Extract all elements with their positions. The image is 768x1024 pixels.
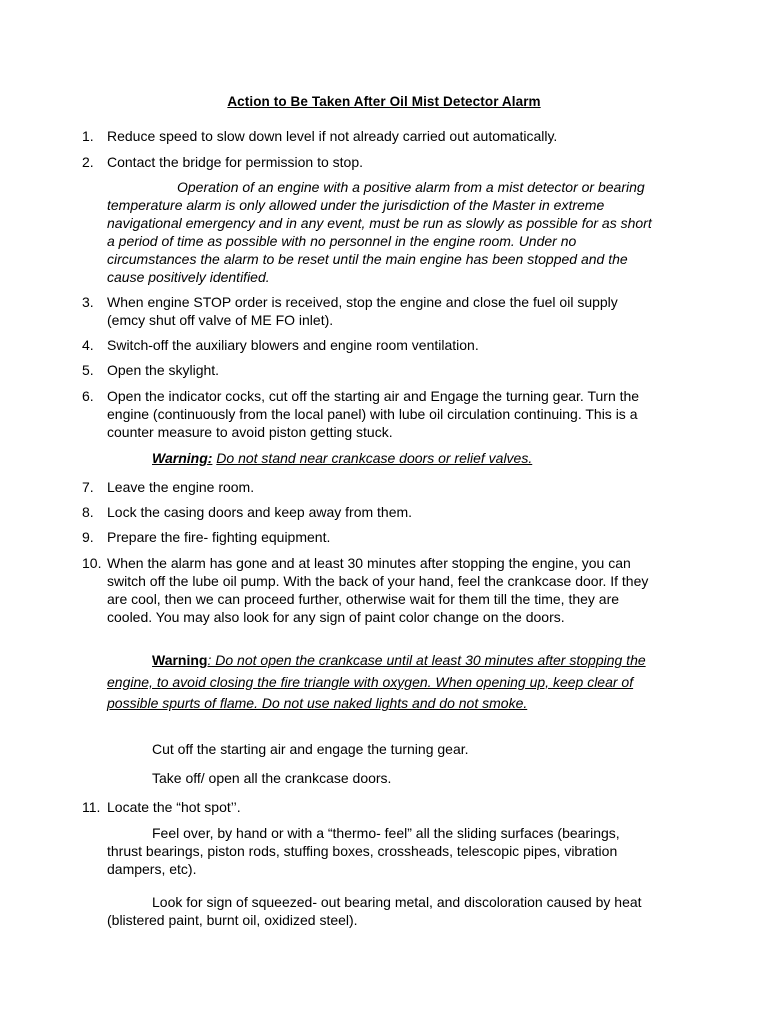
list-number: 7. [82, 479, 94, 495]
list-text: When the alarm has gone and at least 30 minutes after stopping the engine, you can switch off the lube oil pump. With the back of your hand, feel the crankcase door. If they are cool, then we can proceed further, otherwise wait for them till the time, they are cooled. You may also look for any sign of paint color change on the doors. [107, 555, 649, 625]
list-text: Open the indicator cocks, cut off the starting air and Engage the turning gear. Turn the engine (continuously from the local panel) with lube oil circulation continuing. This is a counter measure to avoid piston getting stuck. [107, 388, 640, 440]
paragraph: Feel over, by hand or with a “thermo- feel” all the sliding surfaces (bearings, thrust bearings, piston rods, stuffing boxes, crossheads, telescopic pipes, vibration dampers, etc). [107, 825, 620, 877]
list-text: Contact the bridge for permission to stop. [107, 154, 364, 170]
list-number: 1. [82, 128, 94, 144]
sub-step: Cut off the starting air and engage the turning gear. [152, 741, 469, 757]
sub-step: Take off/ open all the crankcase doors. [152, 770, 392, 786]
list-number: 8. [82, 504, 94, 520]
list-number: 11. [82, 799, 101, 815]
warning-line [152, 449, 532, 467]
list-number: 2. [82, 154, 94, 170]
list-text: When engine STOP order is received, stop the engine and close the fuel oil supply (emcy shut off valve of ME FO inlet). [107, 294, 618, 328]
list-text: Switch-off the auxiliary blowers and engine room ventilation. [107, 337, 479, 353]
warning-block [107, 650, 652, 715]
list-text: Reduce speed to slow down level if not already carried out automatically. [107, 128, 558, 144]
list-number: 6. [82, 388, 94, 404]
list-number: 10. [82, 555, 102, 571]
list-text: Lock the casing doors and keep away from them. [107, 504, 413, 520]
paragraph: Look for sign of squeezed- out bearing metal, and discoloration caused by heat (blistered paint, burnt oil, oxidized steel). [107, 894, 642, 928]
warning-label: Warning [152, 652, 208, 668]
note-paragraph: Operation of an engine with a positive alarm from a mist detector or bearing temperature alarm is only allowed under the jurisdiction of the Master in extreme navigational emergency and in any event, must be run as slowly as possible for as short a period of time as possible with no personnel in the engine room. Under no circumstances the alarm to be reset until the main engine has been stopped and the cause positively identified. [107, 179, 652, 285]
list-number: 3. [82, 294, 94, 310]
list-text: Prepare the fire- fighting equipment. [107, 529, 331, 545]
list-text: Locate the “hot spot’’. [107, 799, 241, 815]
warning-text: Do not stand near crankcase doors or relief valves. [216, 450, 533, 466]
list-text: Leave the engine room. [107, 479, 255, 495]
list-number: 9. [82, 529, 94, 545]
list-number: 4. [82, 337, 94, 353]
list-number: 5. [82, 362, 94, 378]
list-text: Open the skylight. [107, 362, 220, 378]
page-title: Action to Be Taken After Oil Mist Detector Alarm [227, 94, 541, 109]
warning-text: : Do not open the crankcase until at least 30 minutes after stopping the engine, to avoid closing the fire triangle with oxygen. When opening up, keep clear of possible spurts of flame. Do not use naked lights and do not smoke. [107, 652, 646, 711]
warning-label: Warning: [152, 450, 213, 466]
